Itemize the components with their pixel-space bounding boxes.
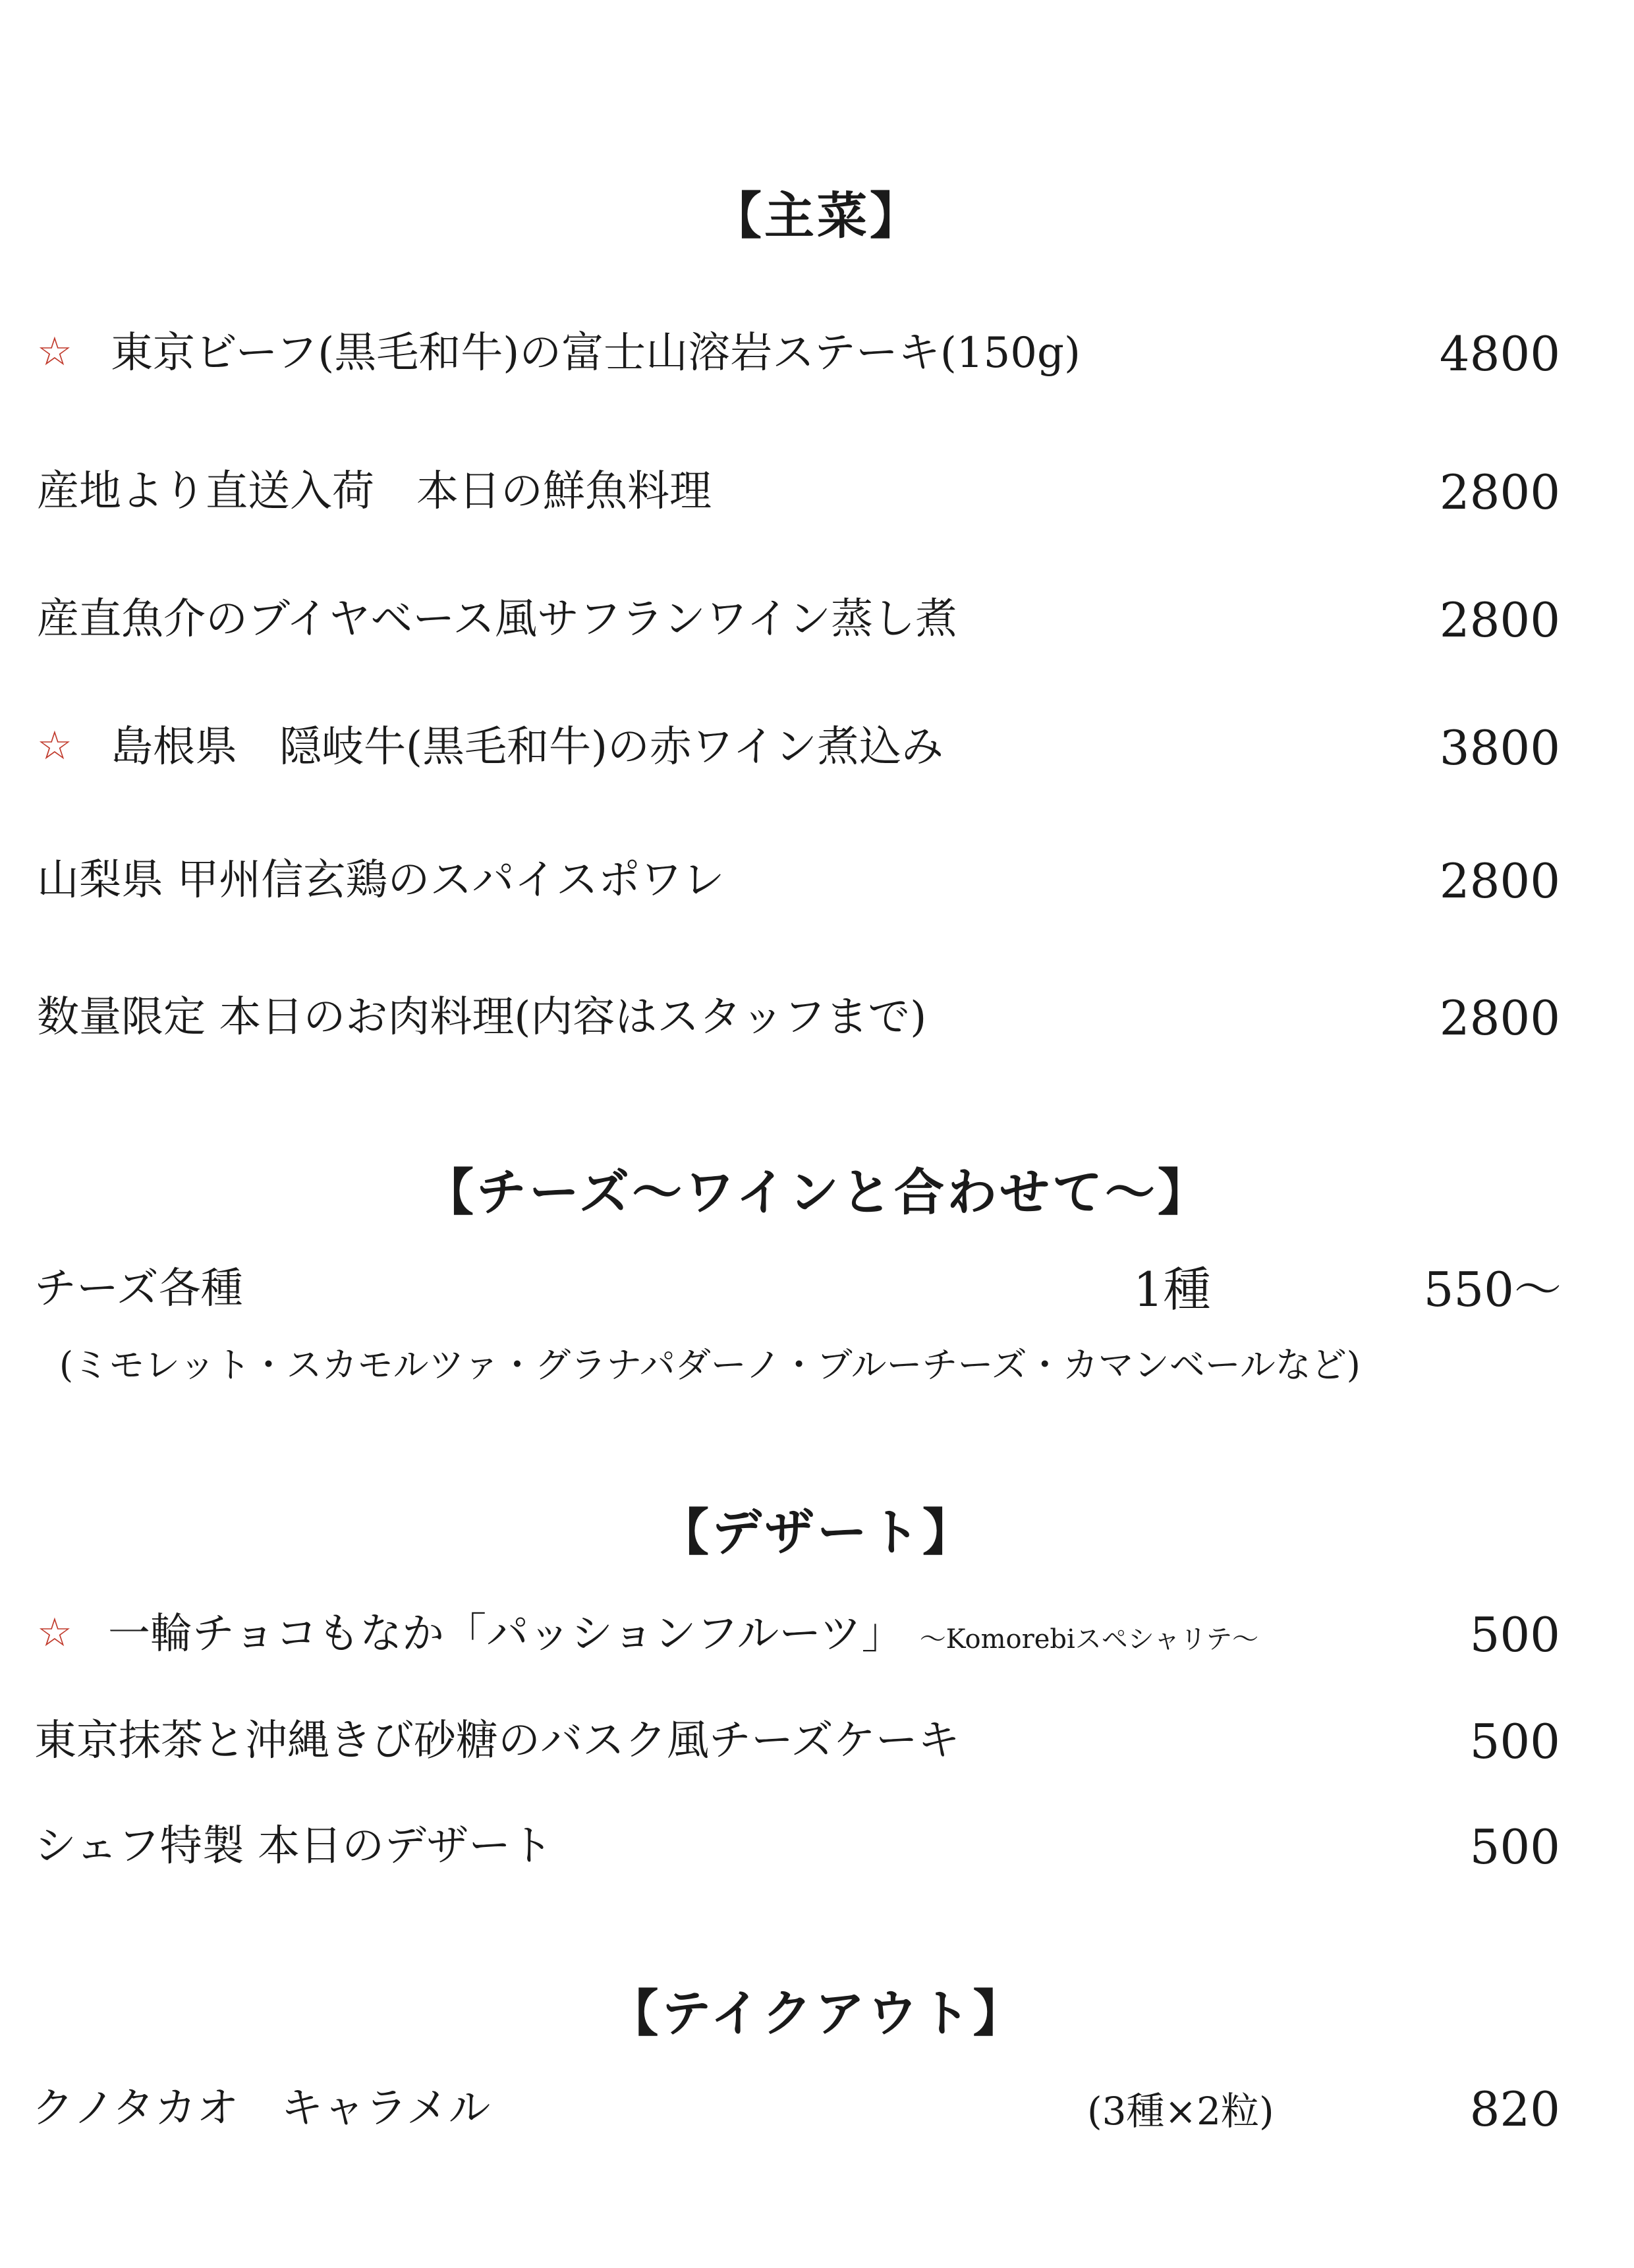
menu-item-row	[0, 467, 1634, 532]
menu-item-row	[0, 722, 1634, 788]
star-icon: ☆	[37, 329, 72, 375]
section-heading-takeout: 【テイクアウト】	[608, 1984, 1026, 2043]
menu-item-price: 3800	[1439, 720, 1560, 776]
menu-item-quantity: (3種×2粒)	[1087, 2089, 1274, 2134]
menu-item-price: 2800	[1439, 853, 1560, 909]
menu-item-price: 820	[1469, 2082, 1560, 2137]
menu-item-name: 数量限定 本日のお肉料理(内容はスタッフまで)	[37, 993, 927, 1042]
star-icon: ☆	[37, 1610, 72, 1656]
section-heading-dessert: 【デザート】	[659, 1503, 975, 1562]
menu-item-name: チーズ各種	[34, 1264, 243, 1313]
menu-item-row	[0, 1609, 1634, 1675]
star-icon: ☆	[37, 723, 72, 769]
specialite-note: 〜Komorebiスペシャリテ〜	[919, 1624, 1259, 1655]
menu-item-row	[0, 594, 1634, 660]
menu-item-unit: 1種	[1133, 1262, 1211, 1317]
menu-item-price: 500	[1469, 1607, 1560, 1662]
menu-item-price: 500	[1469, 1714, 1560, 1769]
menu-item-row	[0, 328, 1634, 394]
menu-item-price: 500	[1469, 1819, 1560, 1875]
menu-item-name: 産直魚介のブイヤベース風サフランワイン蒸し煮	[37, 595, 958, 644]
menu-item-row	[0, 1821, 1634, 1887]
menu-item-name: 東京ビーフ(黒毛和牛)の富士山溶岩ステーキ(150g)	[111, 329, 1081, 378]
menu-item-price: 2800	[1439, 592, 1560, 648]
menu-item-row	[0, 2084, 1634, 2149]
cheese-varieties-note: (ミモレット・スカモルツァ・グラナパダーノ・ブルーチーズ・カマンベールなど)	[59, 1344, 1361, 1386]
menu-item-name: 島根県 隠岐牛(黒毛和牛)の赤ワイン煮込み	[111, 723, 944, 772]
menu-item-row	[0, 1716, 1634, 1782]
menu-item-name: 東京抹茶と沖縄きび砂糖のバスク風チーズケーキ	[34, 1716, 960, 1765]
menu-item-name: 産地より直送入荷 本日の鮮魚料理	[37, 467, 712, 516]
menu-item-price: 550〜	[1423, 1262, 1562, 1317]
menu-item-name: 山梨県 甲州信玄鶏のスパイスポワレ	[37, 856, 725, 905]
menu-item-price: 2800	[1439, 465, 1560, 520]
menu-item-row	[0, 855, 1634, 921]
menu-item-price: 2800	[1439, 990, 1560, 1046]
menu-item-title: 一輪チョコもなか「パッションフルーツ」	[108, 1610, 904, 1658]
menu-item-name: クノタカオ キャラメル	[32, 2084, 491, 2133]
section-heading-cheese: 【チーズ〜ワインと合わせて〜】	[424, 1163, 1210, 1222]
menu-item-row	[0, 1264, 1634, 1330]
menu-item-name: シェフ特製 本日のデザート	[34, 1822, 553, 1871]
section-heading-main: 【主菜】	[712, 186, 922, 245]
menu-item-name	[108, 1609, 1258, 1660]
menu-item-row	[0, 992, 1634, 1058]
menu-item-price: 4800	[1439, 326, 1560, 382]
